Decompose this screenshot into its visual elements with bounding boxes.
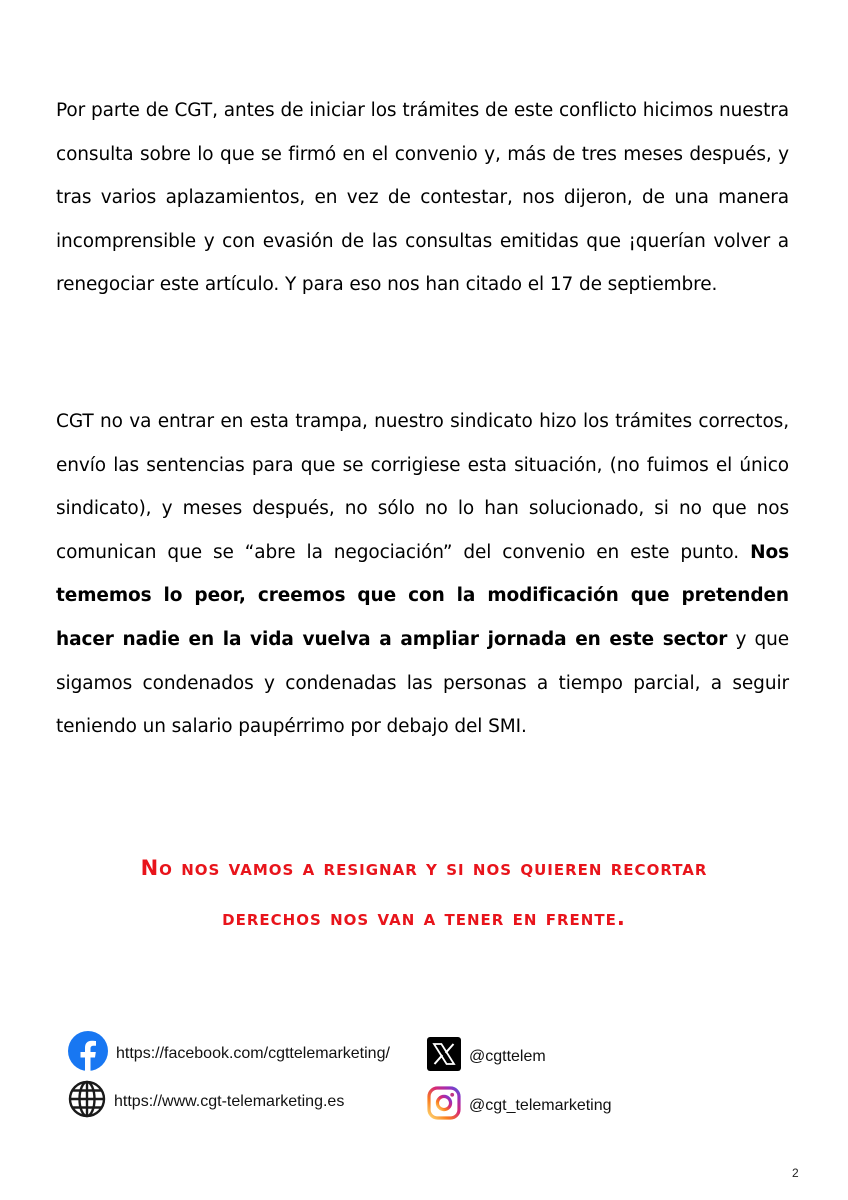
paragraph-2-bold-text: Nos tememos lo peor, creemos que con la modificación que pretenden hacer nadie en la vida vuelva a ampliar jornada en este sector [56,541,789,650]
x-link[interactable] [427,1037,546,1076]
x-handle[interactable]: @cgttelem [469,1047,546,1065]
paragraph-2-text-2: y que sigamos condenados y condenadas las personas a tiempo parcial, a seguir teniendo un salario paupérrimo por debajo del SMI. [56,628,789,738]
website-link[interactable] [68,1080,344,1123]
instagram-handle[interactable]: @cgt_telemarketing [469,1096,612,1114]
instagram-icon [427,1086,461,1125]
page-number: 2 [792,1166,799,1180]
globe-icon [68,1080,106,1123]
facebook-url[interactable]: https://facebook.com/cgttelemarketing/ [116,1044,390,1062]
website-url[interactable]: https://www.cgt-telemarketing.es [114,1092,345,1110]
paragraph-2 [56,400,789,749]
paragraph-1: Por parte de CGT, antes de iniciar los trámites de este conflicto hicimos nuestra consulta sobre lo que se firmó en el convenio y, más de tres meses después, y tras varios aplazamientos, en vez de contestar, nos dijeron, de una manera incomprensible y con evasión de las consultas emitidas que ¡querían volver a renegociar este artículo. Y para eso nos han citado el 17 de septiembre. [56,100,789,296]
paragraph-2-text-1: CGT no va entrar en esta trampa, nuestro sindicato hizo los trámites correctos, envío las sentencias para que se corrigiese esta situación, (no fuimos el único sindicato), y meses después, no sólo no lo han solucionado, si no que nos comunican que se “abre la negociación” del convenio en este punto. [56,411,789,563]
x-icon [427,1037,461,1076]
instagram-link[interactable] [427,1086,612,1125]
closing-line-2: derechos nos van a tener en frente. [222,906,626,930]
facebook-link[interactable] [68,1031,390,1076]
closing-line-1: No nos vamos a resignar y si nos quieren recortar [140,856,708,880]
facebook-icon [68,1031,108,1076]
